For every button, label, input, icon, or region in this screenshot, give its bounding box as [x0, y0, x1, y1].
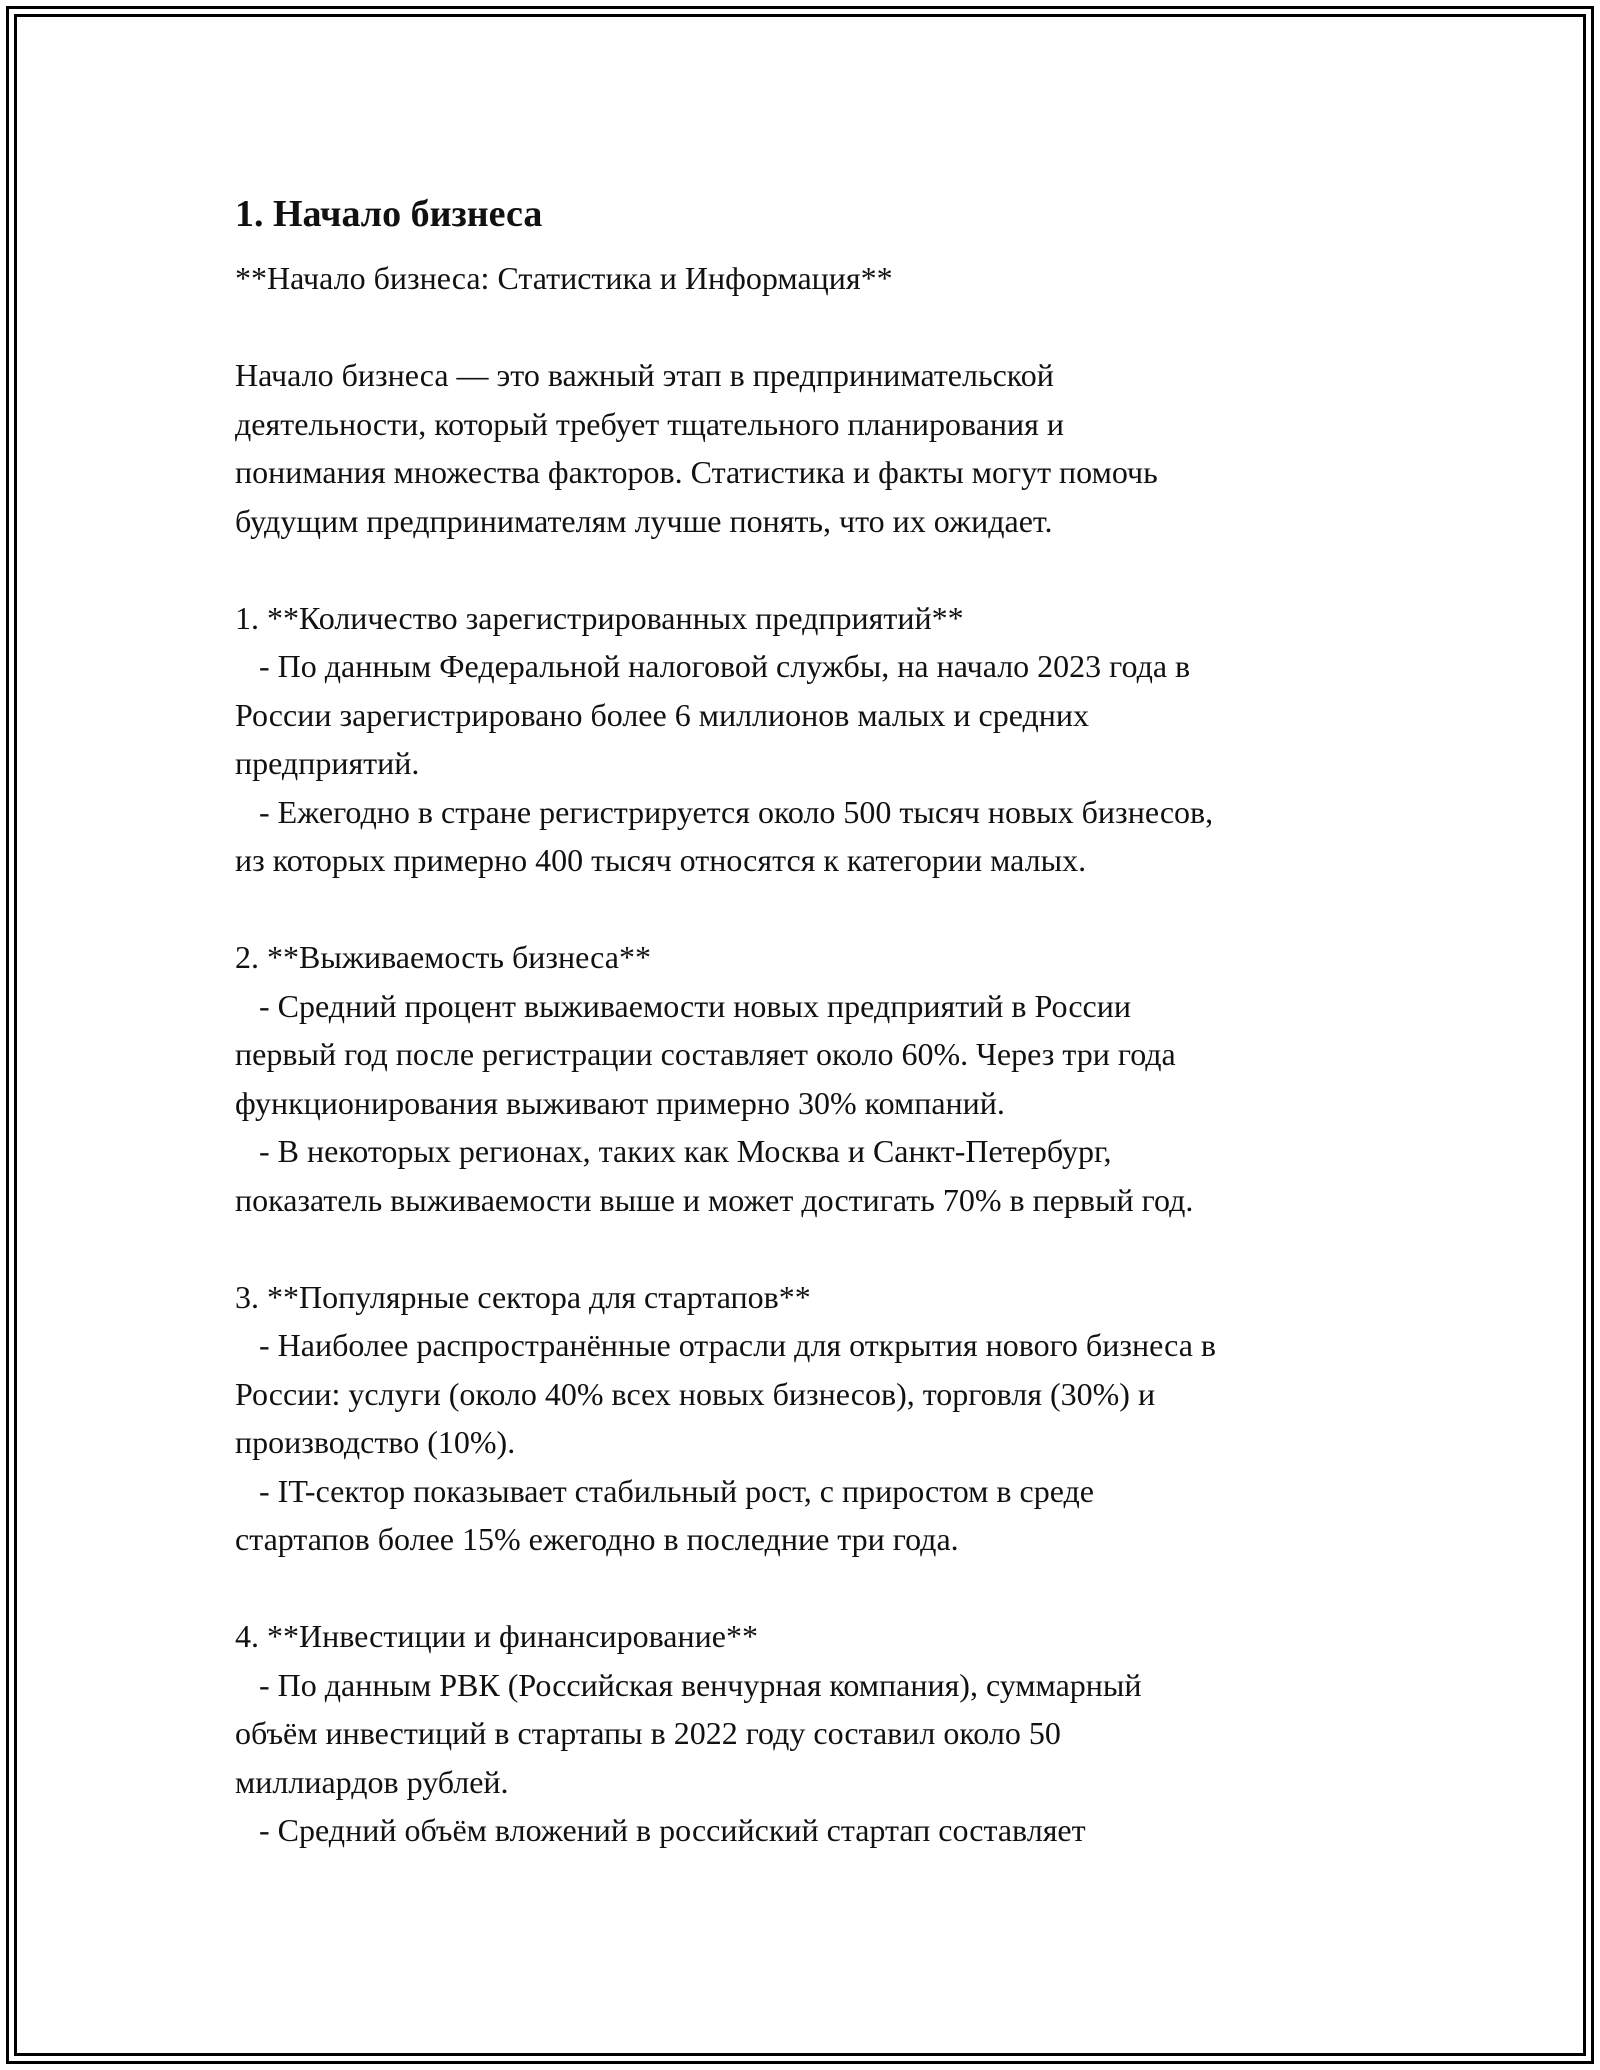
paragraph-gap — [235, 1564, 1385, 1613]
list-item: - IT-сектор показывает стабильный рост, с приростом в среде стартапов более 15% ежегодно в последние три года. — [235, 1472, 1094, 1557]
section-business-survival — [235, 933, 1385, 1224]
paragraph-gap — [235, 885, 1385, 934]
paragraph-gap — [235, 1224, 1385, 1273]
list-item: - В некоторых регионах, таких как Москва и Санкт-Петербург, показатель выживаемости выше и может достигать 70% в первый год. — [235, 1133, 1194, 1218]
list-item: - Наиболее распространённые отрасли для открытия нового бизнеса в России: услуги (около 40% всех новых бизнесов), торговля (30%) и производство (10%). — [235, 1327, 1216, 1460]
section-registered-enterprises — [235, 594, 1385, 885]
list-item: - Ежегодно в стране регистрируется около 500 тысяч новых бизнесов, из которых примерно 400 тысяч относятся к категории малых. — [235, 793, 1214, 878]
section-heading: 4. **Инвестиции и финансирование** — [235, 1618, 758, 1654]
document-body — [235, 180, 1385, 1855]
list-item: - По данным Федеральной налоговой службы, на начало 2023 года в России зарегистрировано более 6 миллионов малых и средних предприятий. — [235, 648, 1191, 781]
document-subtitle: **Начало бизнеса: Статистика и Информация** — [235, 260, 893, 296]
section-heading: 1. **Количество зарегистрированных предприятий** — [235, 599, 964, 636]
section-heading: 2. **Выживаемость бизнеса** — [235, 939, 651, 975]
intro-paragraph: Начало бизнеса — это важный этап в предпринимательской деятельности, который требует тщательного планирования и понимания множества факторов. Статистика и факты могут помочь будущим предпринимателям лучше понять, что их ожидает. — [235, 357, 1158, 539]
paragraph-gap — [235, 545, 1385, 594]
list-item: - Средний объём вложений в российский стартап составляет — [235, 1812, 1086, 1848]
section-investments — [235, 1612, 1385, 1855]
section-popular-sectors — [235, 1273, 1385, 1564]
paragraph-gap — [235, 303, 1385, 352]
section-heading: 3. **Популярные сектора для стартапов** — [235, 1278, 811, 1315]
document-title: 1. Начало бизнеса — [235, 193, 543, 235]
list-item: - По данным РВК (Российская венчурная компания), суммарный объём инвестиций в стартапы в 2022 году составил около 50 миллиардов рублей. — [235, 1666, 1142, 1800]
list-item: - Средний процент выживаемости новых предприятий в России первый год после регистрации составляет около 60%. Через три года функционирования выживают примерно 30% компаний. — [235, 987, 1176, 1121]
